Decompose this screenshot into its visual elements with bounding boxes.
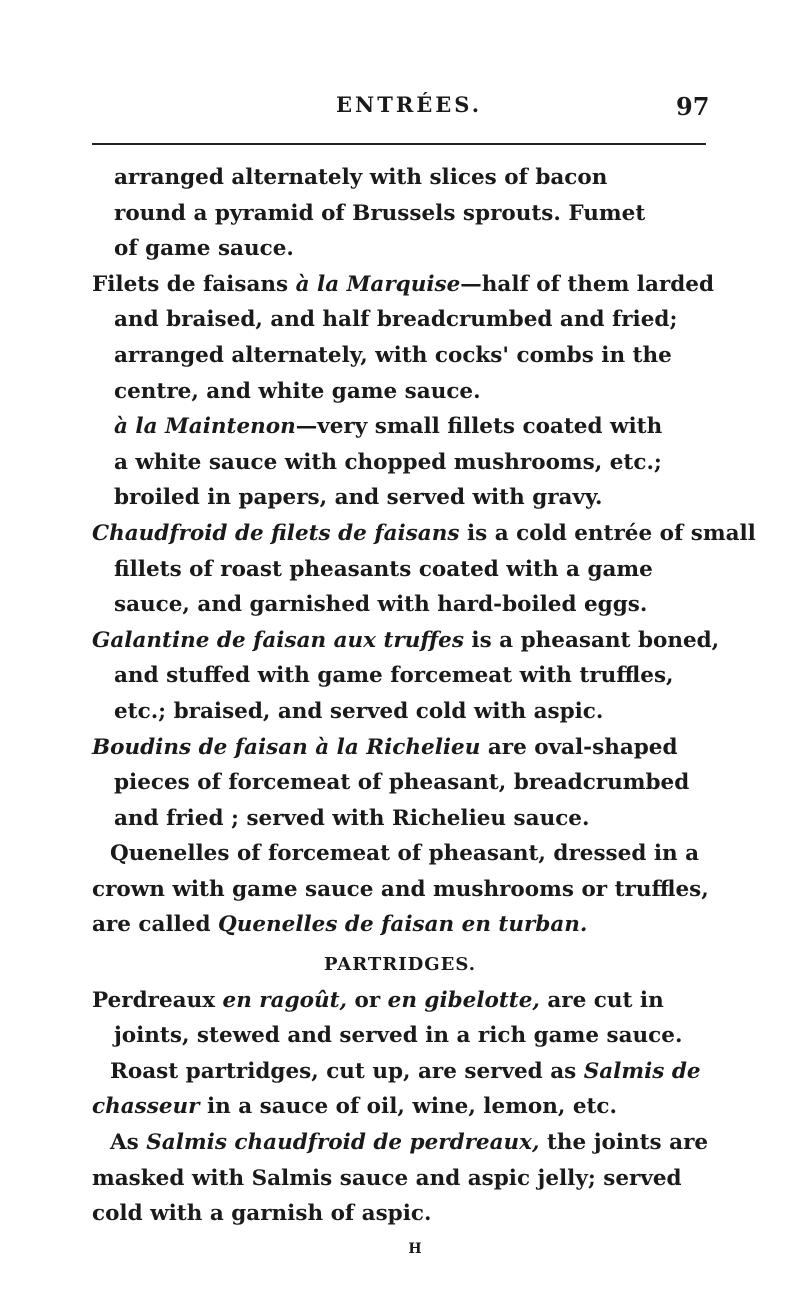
text-line: and stuffed with game forcemeat with truffles, [114,663,674,689]
italic-term: Quenelles de faisan en turban. [217,912,588,938]
text-line [92,730,708,766]
text-line [92,907,708,943]
italic-term: Salmis de [583,1058,701,1084]
page-body [92,160,756,1267]
text-line: round a pyramid of Brussels sprouts. Fumet [114,200,646,226]
text-fragment: is a pheasant boned, [463,627,720,653]
page-number: 97 [676,92,710,121]
text-line: arranged alternately with slices of bacon [114,165,608,190]
italic-term: à la Marquise [295,271,461,297]
text-fragment: are cut in [539,987,664,1013]
text-fragment: —very small fillets coated with [295,414,663,440]
text-line: crown with game sauce and mushrooms or truffles, [92,876,709,902]
signature-mark: H [408,1240,422,1257]
text-line: of game sauce. [114,236,294,262]
italic-term: en gibelotte, [387,987,540,1013]
entry-name: Filets de faisans [92,271,296,297]
italic-term: chasseur [92,1094,200,1120]
text-line [92,409,708,445]
text-line [92,1125,708,1161]
text-fragment: the joints are [539,1130,709,1156]
text-line: masked with Salmis sauce and aspic jelly; served [92,1165,682,1191]
text-line [92,623,720,659]
text-fragment: or [347,987,388,1013]
text-line [92,516,756,552]
text-line: and braised, and half breadcrumbed and fried; [114,307,678,333]
text-line: fillets of roast pheasants coated with a game [114,556,653,582]
section-heading: PARTRIDGES. [324,954,476,976]
text-line: sauce, and garnished with hard-boiled eggs. [114,592,648,618]
text-fragment: —half of them larded [460,271,714,297]
text-line: a white sauce with chopped mushrooms, etc.; [114,449,662,475]
text-line: and fried ; served with Richelieu sauce. [114,805,590,831]
text-line: broiled in papers, and served with gravy. [114,485,603,511]
text-fragment: in a sauce of oil, wine, lemon, etc. [199,1094,618,1120]
text-line: joints, stewed and served in a rich game sauce. [114,1023,683,1049]
text-line: Quenelles of forcemeat of pheasant, dressed in a [110,841,700,867]
text-fragment: Perdreaux [92,987,223,1013]
text-line: cold with a garnish of aspic. [92,1201,432,1227]
text-fragment: Roast partridges, cut up, are served as [110,1058,584,1084]
text-fragment: is a cold entrée of small [459,520,756,546]
text-line: centre, and white game sauce. [114,378,481,404]
text-line [92,267,714,303]
running-head: ENTRÉES. [336,92,483,117]
text-line [92,1089,708,1125]
header-rule [92,143,706,145]
text-fragment: are called [92,912,218,938]
italic-term: Chaudfroid de filets de faisans [92,520,460,546]
italic-term: Boudins de faisan à la Richelieu [92,734,481,760]
text-line: arranged alternately, with cocks' combs in the [114,342,672,368]
text-line: etc.; braised, and served cold with aspic. [114,698,604,724]
italic-term: à la Maintenon [114,414,296,440]
text-line [92,983,708,1019]
italic-term: en ragoût, [222,987,347,1013]
italic-term: Salmis chaudfroid de perdreaux, [146,1130,540,1156]
text-fragment: are oval-shaped [480,734,678,760]
text-line [92,1054,708,1090]
text-fragment: As [110,1130,147,1156]
italic-term: Galantine de faisan aux truffes [92,627,464,653]
page-header [0,92,800,126]
text-line: pieces of forcemeat of pheasant, breadcrumbed [114,770,690,796]
